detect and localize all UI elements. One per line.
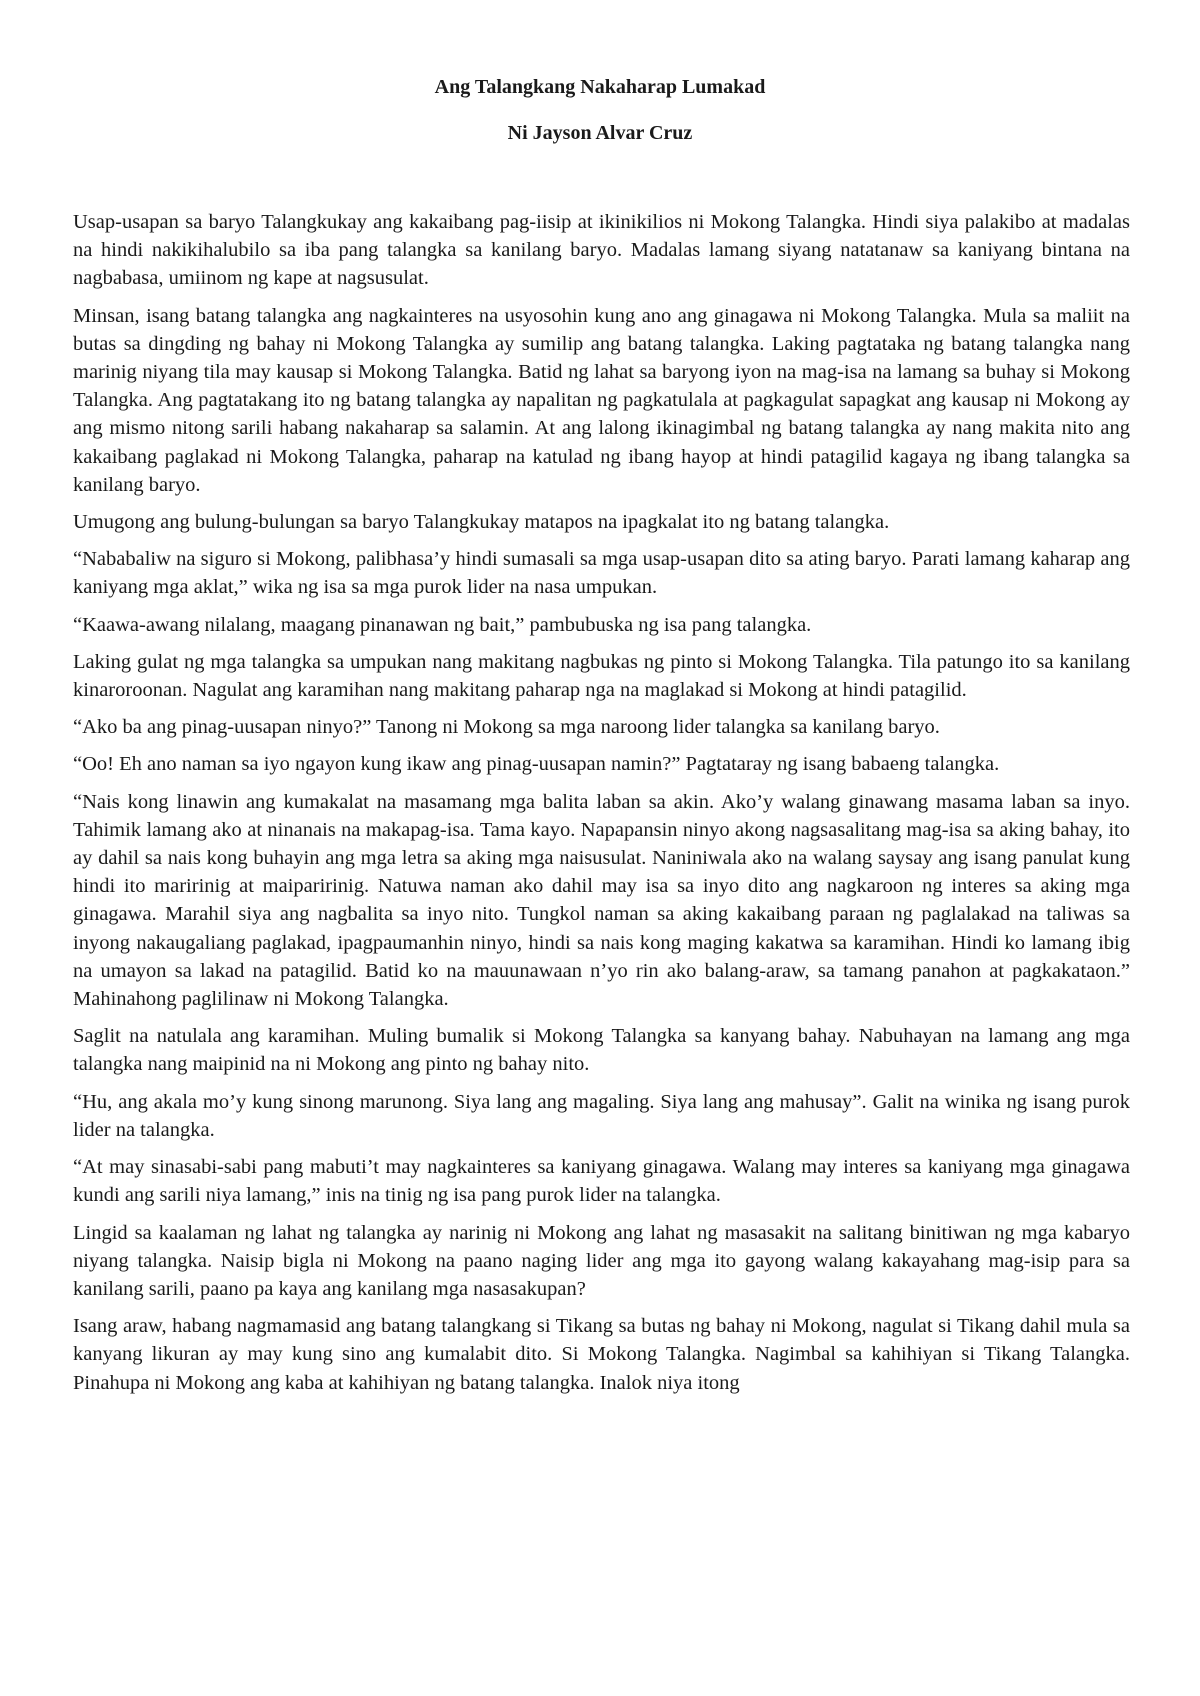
paragraph: “At may sinasabi-sabi pang mabuti’t may nagkainteres sa kaniyang ginagawa. Walang may interes sa kaniyang mga ginagawa kundi ang sarili niya lamang,” inis na tinig ng isa pang purok lider na talangka. bbox=[73, 1156, 1130, 1207]
paragraph: Usap-usapan sa baryo Talangkukay ang kakaibang pag-iisip at ikinikilios ni Mokong Talangka. Hindi siya palakibo at madalas na hindi nakikihalubilo sa iba pang talangka sa kanilang baryo. Madalas lamang siyang natatanaw sa kaniyang bintana na nagbabasa, umiinom ng kape at nagsusulat. bbox=[73, 211, 1130, 290]
paragraph: Lingid sa kaalaman ng lahat ng talangka ay narinig ni Mokong ang lahat ng masasakit na salitang binitiwan ng mga kabaryo niyang talangka. Naisip bigla ni Mokong na paano naging lider ang mga ito gayong walang kakayahang mag-isip para sa kanilang sarili, paano pa kaya ang kanilang mga nasasakupan? bbox=[73, 1221, 1130, 1300]
document-author: Ni Jayson Alvar Cruz bbox=[507, 122, 693, 144]
paragraph: Isang araw, habang nagmamasid ang batang talangkang si Tikang sa butas ng bahay ni Mokong, nagulat si Tikang dahil mula sa kanyang likuran ay may kung sino ang kumalabit dito. Si Mokong Talangka. Nagimbal sa kahihiyan si Tikang Talangka. Pinahupa ni Mokong ang kaba at kahihiyan ng batang talangka. Inalok niya itong bbox=[73, 1315, 1130, 1394]
paragraph: “Kaawa-awang nilalang, maagang pinanawan ng bait,” pambubuska ng isa pang talangka. bbox=[73, 613, 812, 636]
paragraph: “Nais kong linawin ang kumakalat na masamang mga balita laban sa akin. Ako’y walang ginawang masama laban sa inyo. Tahimik lamang ako at ninanais na makapag-isa. Tama kayo. Napapansin ninyo akong nagsasalitang mag-isa sa aking bahay, ito ay dahil sa nais kong buhayin ang mga letra sa aking mga naisusulat. Naniniwala ako na walang saysay ang isang panulat kung hindi ito maririnig at maiparirinig. Natuwa naman ako dahil may isa sa inyo dito ang nagkaroon ng interes sa aking mga ginagawa. Marahil siya ang nagbalita sa inyo nito. Tungkol naman sa aking kakaibang paraan ng paglalakad na taliwas sa inyong nakaugaliang paglakad, ipagpaumanhin ninyo, hindi sa nais kong maging kakatwa sa karamihan. Hindi ko lamang ibig na umayon sa lakad na patagilid. Batid ko na mauunawaan n’yo rin ako balang-araw, sa tamang panahon at pagkakataon.” Mahinahong paglilinaw ni Mokong Talangka. bbox=[73, 790, 1130, 1011]
paragraph: “Ako ba ang pinag-uusapan ninyo?” Tanong ni Mokong sa mga naroong lider talangka sa kanilang baryo. bbox=[73, 716, 940, 739]
paragraph: “Hu, ang akala mo’y kung sinong marunong. Siya lang ang magaling. Siya lang ang mahusay”. Galit na winika ng isang purok lider na talangka. bbox=[73, 1090, 1130, 1141]
paragraph: Minsan, isang batang talangka ang nagkainteres na usyosohin kung ano ang ginagawa ni Mokong Talangka. Mula sa maliit na butas sa dingding ng bahay ni Mokong Talangka ay sumilip ang batang talangka. Laking pagtataka ng batang talangka nang marinig niyang tila may kausap si Mokong Talangka. Batid ng lahat sa baryong iyon na mag-isa na lamang sa buhay si Mokong Talangka. Ang pagtatakang ito ng batang talangka ay napalitan ng pagkatulala at pagkagulat sapagkat ang kausap ni Mokong ay ang mismo nitong sarili habang nakaharap sa salamin. At ang lalong ikinagimbal ng batang talangka ay nang makita nito ang kakaibang paglakad ni Mokong Talangka, paharap na katulad ng ibang hayop at hindi patagilid kagaya ng ibang talangka sa kanilang baryo. bbox=[73, 304, 1130, 496]
paragraph: Laking gulat ng mga talangka sa umpukan nang makitang nagbukas ng pinto si Mokong Talangka. Tila patungo ito sa kanilang kinaroroonan. Nagulat ang karamihan nang makitang paharap nga na maglakad si Mokong at hindi patagilid. bbox=[73, 650, 1130, 702]
paragraph: “Nababaliw na siguro si Mokong, palibhasa’y hindi sumasali sa mga usap-usapan dito sa ating baryo. Parati lamang kaharap ang kaniyang mga aklat,” wika ng isa sa mga purok lider na nasa umpukan. bbox=[73, 548, 1130, 599]
paragraph: Saglit na natulala ang karamihan. Muling bumalik si Mokong Talangka sa kanyang bahay. Nabuhayan na lamang ang mga talangka nang maipinid na ni Mokong ang pinto ng bahay nito. bbox=[73, 1025, 1130, 1076]
document-title: Ang Talangkang Nakaharap Lumakad bbox=[434, 76, 766, 98]
document-body bbox=[73, 208, 1130, 1406]
paragraph: Umugong ang bulung-bulungan sa baryo Talangkukay matapos na ipagkalat ito ng batang talangka. bbox=[73, 511, 890, 534]
paragraph: “Oo! Eh ano naman sa iyo ngayon kung ikaw ang pinag-uusapan namin?” Pagtataray ng isang babaeng talangka. bbox=[73, 753, 1000, 776]
